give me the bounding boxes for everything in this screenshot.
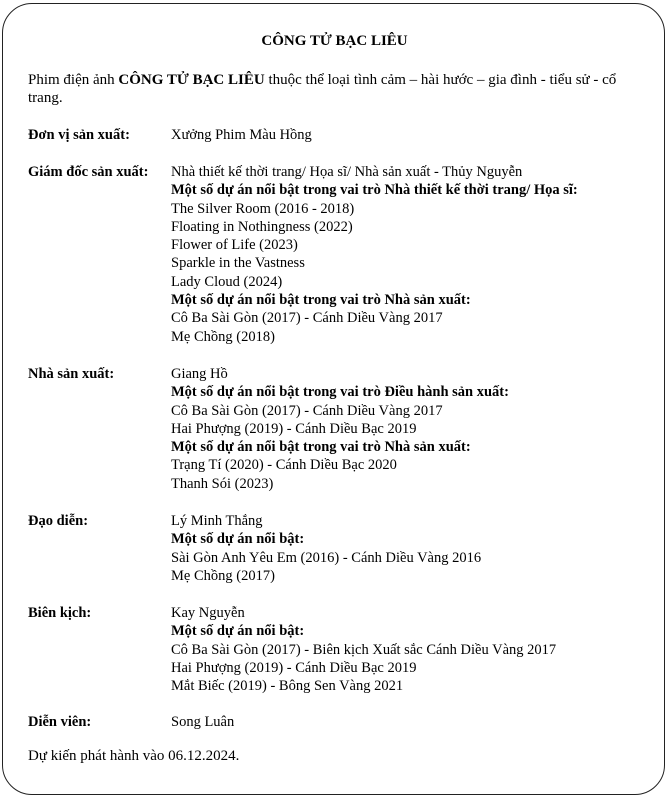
intro-suffix: thuộc thể loại tình cảm – hài hước – gia đình - tiểu sử - cổ trang. (28, 72, 617, 106)
section-line: Song Luân (171, 714, 235, 730)
section-label: Giám đốc sản xuất: (28, 164, 149, 180)
section-line: Lý Minh Thắng (171, 513, 263, 529)
section-lines (171, 365, 651, 493)
section-line: Cô Ba Sài Gòn (2017) - Biên kịch Xuất sắc Cánh Diều Vàng 2017 (171, 641, 557, 658)
section-label: Đơn vị sản xuất: (28, 127, 130, 143)
release-date-note: Dự kiến phát hành vào 06.12.2024. (28, 748, 240, 764)
document-title: CÔNG TỬ BẠC LIÊU (261, 33, 408, 49)
section-label: Nhà sản xuất: (28, 366, 115, 382)
section-line: Mắt Biếc (2019) - Bông Sen Vàng 2021 (171, 678, 404, 695)
section-lines (171, 604, 651, 695)
section-line: Sparkle in the Vastness (171, 255, 305, 272)
section-line: Floating in Nothingness (2022) (171, 218, 353, 235)
section-line: The Silver Room (2016 - 2018) (171, 200, 355, 217)
section-subheading: Một số dự án nổi bật trong vai trò Điều hành sản xuất: (171, 384, 509, 401)
section-lines (171, 713, 651, 731)
section-line: Nhà thiết kế thời trang/ Họa sĩ/ Nhà sản xuất - Thủy Nguyễn (171, 164, 523, 180)
section-lines (171, 163, 651, 346)
section-line: Thanh Sói (2023) (171, 475, 274, 492)
section-line: Lady Cloud (2024) (171, 273, 283, 290)
section-line: Mẹ Chồng (2017) (171, 567, 275, 584)
section-lines (171, 512, 651, 585)
section-subheading: Một số dự án nổi bật trong vai trò Nhà thiết kế thời trang/ Họa sĩ: (171, 182, 578, 199)
section-line: Flower of Life (2023) (171, 237, 298, 254)
section-label: Biên kịch: (28, 605, 92, 621)
section-lines (171, 126, 651, 144)
section-line: Hai Phượng (2019) - Cánh Diều Bạc 2019 (171, 659, 417, 676)
section-label: Diễn viên: (28, 714, 92, 730)
section-line: Trạng Tí (2020) - Cánh Diều Bạc 2020 (171, 457, 397, 474)
section-line: Cô Ba Sài Gòn (2017) - Cánh Diều Vàng 2017 (171, 310, 443, 327)
section-line: Kay Nguyễn (171, 605, 245, 621)
section-subheading: Một số dự án nổi bật: (171, 623, 305, 640)
section-subheading: Một số dự án nổi bật: (171, 531, 305, 548)
intro-paragraph (28, 71, 648, 107)
section-subheading: Một số dự án nổi bật trong vai trò Nhà sản xuất: (171, 292, 471, 309)
section-line: Giang Hồ (171, 366, 228, 382)
intro-prefix: Phim điện ảnh (28, 72, 119, 88)
section-line: Xưởng Phim Màu Hồng (171, 127, 312, 143)
section-line: Hai Phượng (2019) - Cánh Diều Bạc 2019 (171, 420, 417, 437)
section-label: Đạo diễn: (28, 513, 89, 529)
section-line: Sài Gòn Anh Yêu Em (2016) - Cánh Diều Vàng 2016 (171, 549, 482, 566)
section-line: Mẹ Chồng (2018) (171, 328, 275, 345)
intro-film-name: CÔNG TỬ BẠC LIÊU (118, 72, 265, 88)
section-line: Cô Ba Sài Gòn (2017) - Cánh Diều Vàng 2017 (171, 402, 443, 419)
section-subheading: Một số dự án nổi bật trong vai trò Nhà sản xuất: (171, 439, 471, 456)
